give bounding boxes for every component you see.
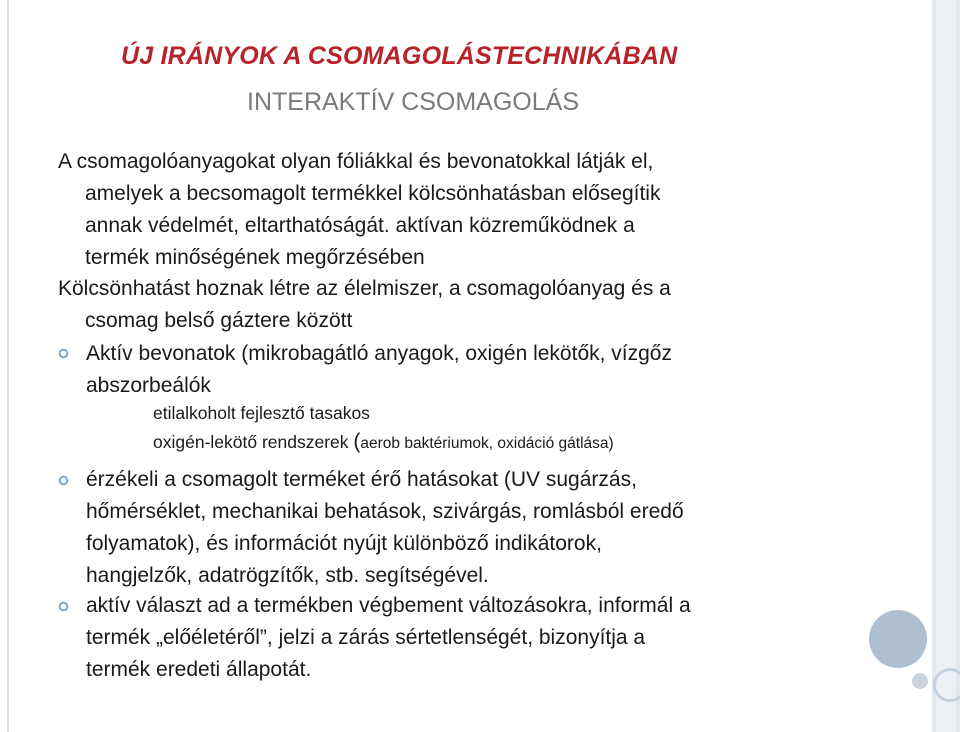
paragraph-2-line: csomag belső gáztere között <box>85 309 353 332</box>
sub-bullet-2-main: oxigén-lekötő rendszerek <box>153 432 354 452</box>
sub-bullet-2-detail: aerob baktériumok, oxidáció gátlása) <box>360 435 614 452</box>
decorative-circle-large <box>869 610 927 668</box>
sub-bullet-1: etilalkoholt fejlesztő tasakos <box>153 403 370 423</box>
bullet-1-line: Aktív bevonatok (mikrobagátló anyagok, oxigén lekötők, vízgőz <box>86 342 672 365</box>
bullet-2-line: hőmérséklet, mechanikai behatások, szivárgás, romlásból eredő <box>86 500 684 523</box>
slide-title: ÚJ IRÁNYOK A CSOMAGOLÁSTECHNIKÁBAN <box>121 42 678 70</box>
hollow-circle-bullet-icon <box>58 475 69 486</box>
paragraph-1-line: termék minőségének megőrzésében <box>85 246 425 269</box>
bullet-2-line: folyamatok), és információt nyújt különböző indikátorok, <box>86 532 602 555</box>
paragraph-1 <box>58 146 660 274</box>
slide-subtitle: INTERAKTÍV CSOMAGOLÁS <box>247 88 580 116</box>
bullet-2-line: hangjelzők, adatrögzítők, stb. segítségével. <box>86 564 489 587</box>
sub-bullet-2 <box>153 427 614 459</box>
hollow-circle-bullet-icon <box>58 348 69 359</box>
bullet-1-line: abszorbeálók <box>86 374 211 397</box>
bullet-2 <box>86 464 684 592</box>
decorative-circle-ring <box>933 668 960 702</box>
left-border-line <box>7 0 9 732</box>
paragraph-1-line: amelyek a becsomagolt termékkel kölcsönhatásban elősegítik <box>85 182 661 205</box>
paragraph-2 <box>58 273 671 337</box>
bullet-3-line: termék „előéletéről”, jelzi a zárás sértetlenségét, bizonyítja a <box>86 626 646 649</box>
sub-bullet-2-paren: ( <box>353 430 361 453</box>
right-decor-bar-inner <box>936 0 956 732</box>
hollow-circle-bullet-icon <box>58 601 69 612</box>
paragraph-1-line: A csomagolóanyagokat olyan fóliákkal és bevonatokkal látják el, <box>58 150 654 173</box>
paragraph-1-line: annak védelmét, eltarthatóságát. aktívan közreműködnek a <box>85 214 635 237</box>
bullet-3-line: termék eredeti állapotát. <box>86 658 312 681</box>
bullet-2-line: érzékeli a csomagolt terméket érő hatásokat (UV sugárzás, <box>86 468 637 491</box>
decorative-circle-small <box>912 673 928 689</box>
paragraph-2-line: Kölcsönhatást hoznak létre az élelmiszer, a csomagolóanyag és a <box>58 277 671 300</box>
bullet-1 <box>86 338 672 402</box>
bullet-3-line: aktív választ ad a termékben végbement változásokra, informál a <box>86 594 691 617</box>
bullet-3 <box>86 590 691 686</box>
